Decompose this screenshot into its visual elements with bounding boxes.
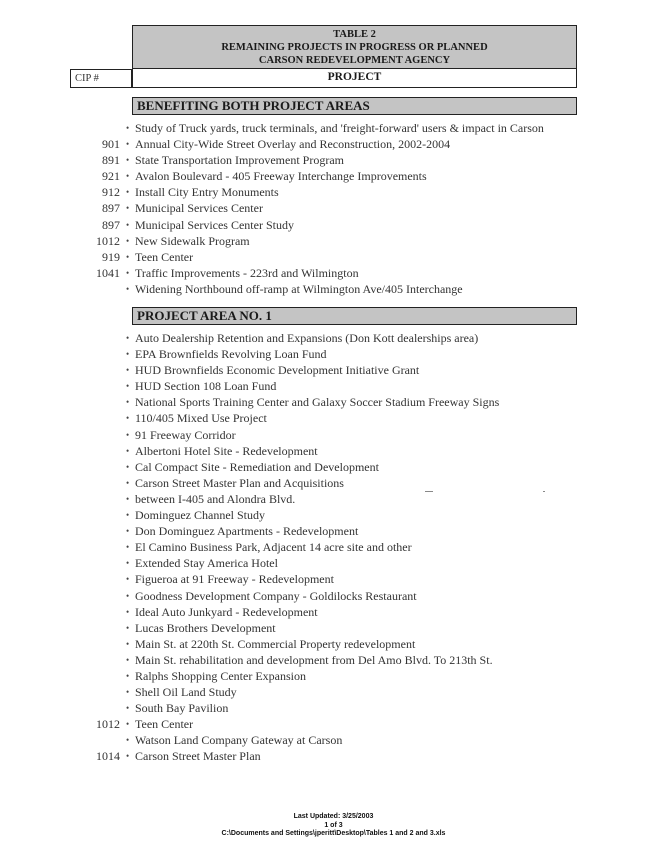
bullet-icon: • <box>126 187 130 198</box>
project-name: 110/405 Mixed Use Project <box>135 411 267 426</box>
bullet-icon: • <box>126 638 130 649</box>
bullet-icon: • <box>126 670 130 681</box>
section-list-project-area-1 <box>70 330 590 765</box>
scan-artifact-dot <box>543 491 545 492</box>
bullet-icon: • <box>126 542 130 553</box>
bullet-icon: • <box>126 333 130 343</box>
list-item <box>70 233 590 249</box>
bullet-icon: • <box>126 622 130 633</box>
list-item <box>70 378 590 394</box>
cip-number: 1012 <box>96 717 120 732</box>
cip-number: 921 <box>102 169 120 184</box>
list-item <box>70 152 590 168</box>
project-name: Auto Dealership Retention and Expansions (Don Kott dealerships area) <box>135 331 479 345</box>
list-item <box>70 571 590 587</box>
page-footer <box>0 813 667 839</box>
project-name: HUD Section 108 Loan Fund <box>135 379 277 394</box>
list-item <box>70 394 590 410</box>
project-name: Figueroa at 91 Freeway - Redevelopment <box>135 572 334 587</box>
project-name: Traffic Improvements - 223rd and Wilmington <box>135 265 359 280</box>
table-title-line-2: REMAINING PROJECTS IN PROGRESS OR PLANNED <box>221 42 488 53</box>
project-name: Ralphs Shopping Center Expansion <box>135 668 306 683</box>
bullet-icon: • <box>126 283 130 294</box>
cip-number: 901 <box>102 137 120 152</box>
list-item <box>70 700 590 716</box>
list-item <box>70 507 590 523</box>
project-name: Avalon Boulevard - 405 Freeway Interchange Improvements <box>135 169 427 184</box>
project-name: Lucas Brothers Development <box>135 620 276 635</box>
bullet-icon: • <box>126 397 130 408</box>
cip-number: 891 <box>102 153 120 168</box>
scan-artifact-mark <box>425 491 433 492</box>
list-item <box>70 249 590 265</box>
project-name: Dominguez Channel Study <box>135 508 265 523</box>
project-name: State Transportation Improvement Program <box>135 153 344 168</box>
project-name: Watson Land Company Gateway at Carson <box>135 733 343 748</box>
bullet-icon: • <box>126 251 130 262</box>
bullet-icon: • <box>126 606 130 617</box>
bullet-icon: • <box>126 510 130 521</box>
bullet-icon: • <box>126 267 130 278</box>
list-item <box>70 491 590 507</box>
project-name: Teen Center <box>135 717 194 732</box>
bullet-icon: • <box>126 139 130 150</box>
project-name: National Sports Training Center and Galaxy Soccer Stadium Freeway Signs <box>135 395 500 410</box>
bullet-icon: • <box>126 365 130 376</box>
footer-page-number: 1 of 3 <box>324 821 343 829</box>
column-header-project: PROJECT <box>132 69 577 88</box>
bullet-icon: • <box>126 751 130 762</box>
footer-file-path: C:\Documents and Settings\jperitt\Desktop\Tables 1 and 2 and 3.xls <box>221 830 446 837</box>
list-item <box>70 427 590 443</box>
list-item <box>70 588 590 604</box>
list-item <box>70 668 590 684</box>
bullet-icon: • <box>126 219 130 230</box>
cip-number: 897 <box>102 201 120 216</box>
list-item <box>70 475 590 491</box>
cip-number: 919 <box>102 249 120 264</box>
list-item <box>70 523 590 539</box>
list-item <box>70 330 590 346</box>
list-item <box>70 443 590 459</box>
project-name: Shell Oil Land Study <box>135 685 237 700</box>
project-name: Albertoni Hotel Site - Redevelopment <box>135 443 318 458</box>
list-item <box>70 620 590 636</box>
list-item <box>70 217 590 233</box>
list-item <box>70 265 590 281</box>
list-item <box>70 184 590 200</box>
section-list-both-areas <box>70 120 590 297</box>
bullet-icon: • <box>126 654 130 665</box>
list-item <box>70 748 590 764</box>
table-title-box <box>132 25 577 69</box>
bullet-icon: • <box>126 719 130 730</box>
bullet-icon: • <box>126 445 130 456</box>
bullet-icon: • <box>126 574 130 585</box>
project-name: HUD Brownfields Economic Development Initiative Grant <box>135 363 420 378</box>
list-item <box>70 555 590 571</box>
section-header-both-areas: BENEFITING BOTH PROJECT AREAS <box>132 97 577 115</box>
list-item <box>70 410 590 426</box>
cip-number: 1014 <box>96 749 120 764</box>
table-title-line-3: CARSON REDEVELOPMENT AGENCY <box>258 55 451 66</box>
cip-number: 912 <box>102 185 120 200</box>
bullet-icon: • <box>126 558 130 569</box>
bullet-icon: • <box>126 590 130 601</box>
list-item <box>70 716 590 732</box>
column-header-cip: CIP # <box>70 69 132 88</box>
project-name: Main St. rehabilitation and development from Del Amo Blvd. To 213th St. <box>135 652 493 667</box>
bullet-icon: • <box>126 493 130 504</box>
bullet-icon: • <box>126 171 130 182</box>
list-item <box>70 652 590 668</box>
project-name: 91 Freeway Corridor <box>135 427 236 442</box>
list-item <box>70 346 590 362</box>
project-name: Main St. at 220th St. Commercial Property redevelopment <box>135 636 416 651</box>
list-item <box>70 136 590 152</box>
project-name: between I-405 and Alondra Blvd. <box>135 491 296 506</box>
list-item <box>70 732 590 748</box>
bullet-icon: • <box>126 477 130 488</box>
project-name: New Sidewalk Program <box>135 233 250 248</box>
project-name: Widening Northbound off-ramp at Wilmington Ave/405 Interchange <box>135 281 463 296</box>
project-name: South Bay Pavilion <box>135 701 229 716</box>
list-item <box>70 459 590 475</box>
bullet-icon: • <box>126 703 130 714</box>
project-name: Study of Truck yards, truck terminals, and 'freight-forward' users & impact in Carson <box>135 121 544 135</box>
bullet-icon: • <box>126 429 130 440</box>
bullet-icon: • <box>126 123 130 133</box>
list-item <box>70 539 590 555</box>
project-name: Don Dominguez Apartments - Redevelopment <box>135 524 359 539</box>
project-name: Teen Center <box>135 249 194 264</box>
bullet-icon: • <box>126 155 130 166</box>
cip-number: 1041 <box>96 265 120 280</box>
project-name: Municipal Services Center Study <box>135 217 294 232</box>
list-item <box>70 604 590 620</box>
cip-number: 897 <box>102 217 120 232</box>
table-title-line-1: TABLE 2 <box>333 29 376 40</box>
bullet-icon: • <box>126 687 130 698</box>
bullet-icon: • <box>126 526 130 537</box>
project-name: Install City Entry Monuments <box>135 185 279 200</box>
cip-number: 1012 <box>96 233 120 248</box>
list-item <box>70 281 590 297</box>
project-name: Carson Street Master Plan <box>135 749 261 764</box>
list-item <box>70 684 590 700</box>
bullet-icon: • <box>126 735 130 746</box>
project-name: Annual City-Wide Street Overlay and Reconstruction, 2002-2004 <box>135 137 451 152</box>
bullet-icon: • <box>126 461 130 472</box>
bullet-icon: • <box>126 349 130 360</box>
project-name: Carson Street Master Plan and Acquisitions <box>135 475 344 490</box>
bullet-icon: • <box>126 381 130 392</box>
list-item <box>70 362 590 378</box>
project-name: Extended Stay America Hotel <box>135 556 278 571</box>
list-item <box>70 636 590 652</box>
project-name: Municipal Services Center <box>135 201 263 216</box>
project-name: Ideal Auto Junkyard - Redevelopment <box>135 604 318 619</box>
bullet-icon: • <box>126 203 130 214</box>
project-name: EPA Brownfields Revolving Loan Fund <box>135 347 327 362</box>
section-header-project-area-1: PROJECT AREA NO. 1 <box>132 307 577 325</box>
project-name: Goodness Development Company - Goldilocks Restaurant <box>135 588 417 603</box>
list-item <box>70 200 590 216</box>
footer-last-updated: Last Updated: 3/25/2003 <box>293 813 374 820</box>
list-item <box>70 168 590 184</box>
project-name: El Camino Business Park, Adjacent 14 acre site and other <box>135 540 412 555</box>
project-name: Cal Compact Site - Remediation and Development <box>135 459 379 474</box>
list-item <box>70 120 590 136</box>
bullet-icon: • <box>126 413 130 424</box>
bullet-icon: • <box>126 235 130 246</box>
